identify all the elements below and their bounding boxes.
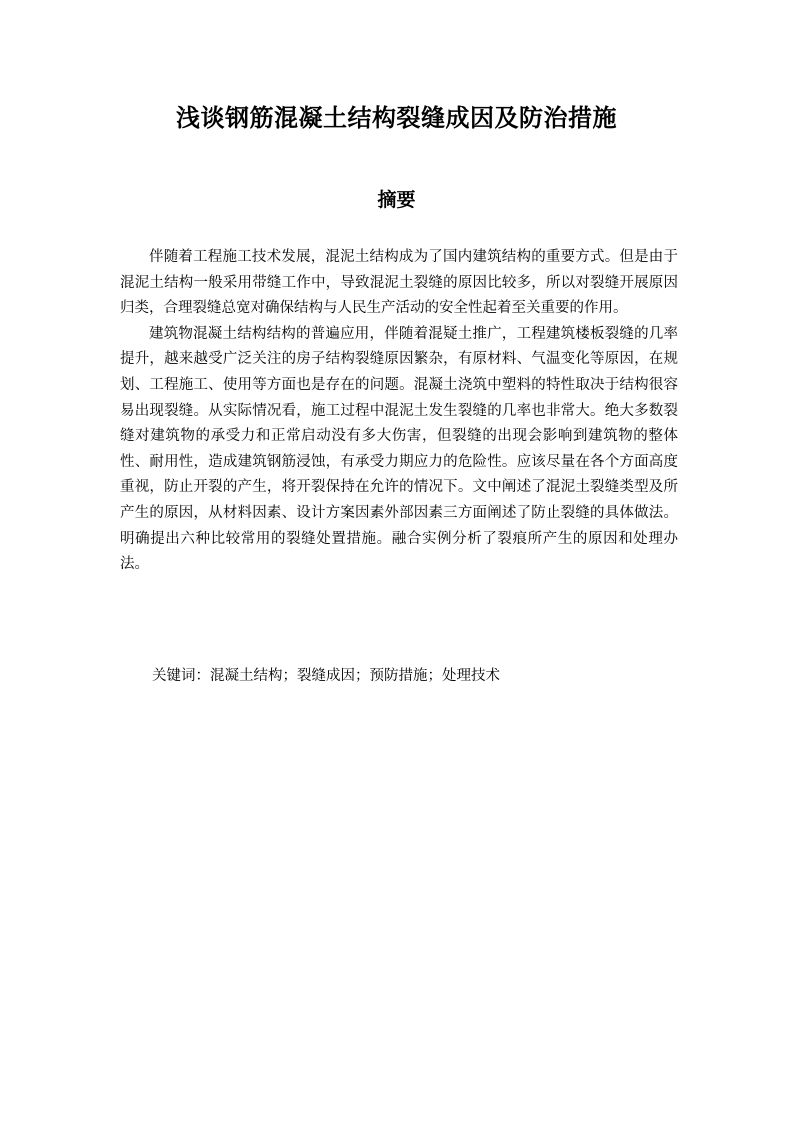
abstract-paragraph-1: 伴随着工程施工技术发展，混泥土结构成为了国内建筑结构的重要方式。但是由于混泥土结构一般采用带缝工作中，导致混泥土裂缝的原因比较多，所以对裂缝开展原因归类，合理裂缝总宽对确保结构与人民生产活动的安全性起着至关重要的作用。 [120,249,678,317]
document-title: 浅谈钢筋混凝土结构裂缝成因及防治措施 [176,103,617,132]
keywords-label: 关键词： [152,668,210,684]
keywords-line [152,664,692,689]
keywords-value: 混凝土结构；裂缝成因；预防措施；处理技术 [210,668,500,684]
abstract-paragraph-2: 建筑物混凝土结构结构的普遍应用，伴随着混疑土推广，工程建筑楼板裂缝的几率提升，越来越受广泛关注的房子结构裂缝原因繁杂，有原材料、气温变化等原因，在规划、工程施工、使用等方面也是存在的问题。混凝土浇筑中塑料的特性取决于结构很容易出现裂缝。从实际情况看，施工过程中混泥土发生裂缝的几率也非常大。绝大多数裂缝对建筑物的承受力和正常启动没有多大伤害，但裂缝的出现会影响到建筑物的整体性、耐用性，造成建筑钢筋浸蚀，有承受力期应力的危险性。应该尽量在各个方面高度重视，防止开裂的产生，将开裂保持在允许的情况下。文中阐述了混泥土裂缝类型及所产生的原因，从材料因素、设计方案因素外部因素三方面阐述了防止裂缝的具体做法。明确提出六种比较常用的裂缝处置措施。融合实例分析了裂痕所产生的原因和处理办法。 [120,325,678,573]
abstract-heading: 摘要 [377,189,416,211]
abstract-body [120,245,678,578]
